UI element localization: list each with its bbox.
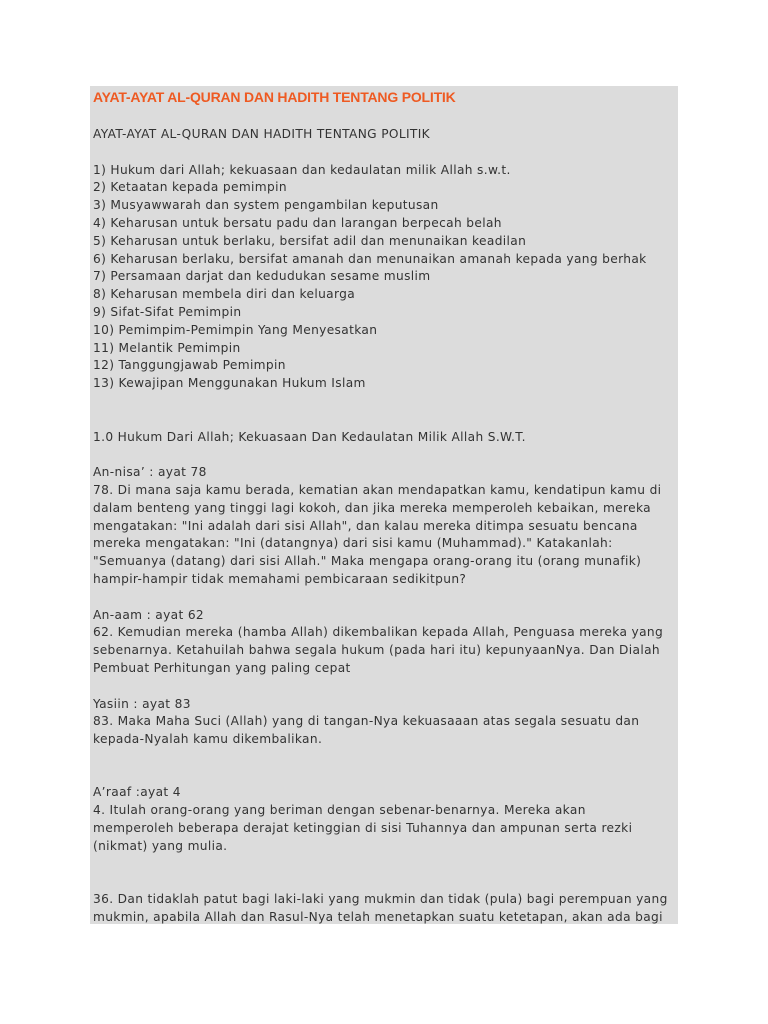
verse-reference: A’raaf :ayat 4 bbox=[93, 785, 181, 800]
list-item: 10) Pemimpim-Pemimpin Yang Menyesatkan bbox=[93, 322, 378, 337]
verse-block bbox=[93, 464, 678, 589]
document-title: AYAT-AYAT AL-QURAN DAN HADITH TENTANG POLITIK bbox=[93, 89, 456, 105]
verse-line: 36. Dan tidaklah patut bagi laki-laki yang mukmin dan tidak (pula) bagi perempuan yang bbox=[93, 892, 668, 907]
verse-line: hampir-hampir tidak memahami pembicaraan sedikitpun? bbox=[93, 571, 467, 586]
list-item: 8) Keharusan membela diri dan keluarga bbox=[93, 287, 356, 302]
list-item: 5) Keharusan untuk berlaku, bersifat adil dan menunaikan keadilan bbox=[93, 233, 527, 248]
verse-line: sebenarnya. Ketahuilah bahwa segala hukum (pada hari itu) kepunyaanNya. Dan Dialah bbox=[93, 643, 660, 658]
list-item: 12) Tanggungjawab Pemimpin bbox=[93, 358, 286, 373]
list-item: 7) Persamaan darjat dan kedudukan sesame muslim bbox=[93, 269, 431, 284]
document-panel bbox=[90, 86, 678, 924]
verse-block bbox=[93, 607, 678, 678]
list-item: 13) Kewajipan Menggunakan Hukum Islam bbox=[93, 376, 366, 391]
verse-line: 62. Kemudian mereka (hamba Allah) dikembalikan kepada Allah, Penguasa mereka yang bbox=[93, 625, 664, 640]
document-subtitle: AYAT-AYAT AL-QURAN DAN HADITH TENTANG POLITIK bbox=[93, 127, 431, 141]
verse-line: Pembuat Perhitungan yang paling cepat bbox=[93, 660, 351, 675]
verse-line: mengatakan: "Ini adalah dari sisi Allah", dan kalau mereka ditimpa sesuatu bencana bbox=[93, 518, 638, 533]
verse-block bbox=[93, 891, 678, 924]
verse-line: 83. Maka Maha Suci (Allah) yang di tangan-Nya kekuasaaan atas segala sesuatu dan bbox=[93, 714, 640, 729]
verse-reference: Yasiin : ayat 83 bbox=[93, 696, 191, 711]
verse-block bbox=[93, 696, 678, 749]
verse-line: (nikmat) yang mulia. bbox=[93, 838, 228, 853]
verse-line: 78. Di mana saja kamu berada, kematian akan mendapatkan kamu, kendatipun kamu di bbox=[93, 482, 662, 497]
verse-reference: An-nisa’ : ayat 78 bbox=[93, 465, 207, 480]
list-item: 6) Keharusan berlaku, bersifat amanah dan menunaikan amanah kepada yang berhak bbox=[93, 251, 647, 266]
topic-list bbox=[93, 162, 678, 393]
document-content bbox=[90, 86, 678, 924]
verse-line: memperoleh beberapa derajat ketinggian di sisi Tuhannya dan ampunan serta rezki bbox=[93, 821, 633, 836]
list-item: 2) Ketaatan kepada pemimpin bbox=[93, 180, 287, 195]
list-item: 11) Melantik Pemimpin bbox=[93, 340, 241, 355]
verse-block bbox=[93, 784, 678, 855]
list-item: 1) Hukum dari Allah; kekuasaan dan kedaulatan milik Allah s.w.t. bbox=[93, 162, 511, 177]
verse-line: 4. Itulah orang-orang yang beriman dengan sebenar-benarnya. Mereka akan bbox=[93, 803, 586, 818]
verse-line: dalam benteng yang tinggi lagi kokoh, dan jika mereka memperoleh kebaikan, mereka bbox=[93, 500, 651, 515]
verse-reference: An-aam : ayat 62 bbox=[93, 607, 205, 622]
list-item: 9) Sifat-Sifat Pemimpin bbox=[93, 304, 242, 319]
list-item: 3) Musyawwarah dan system pengambilan keputusan bbox=[93, 198, 439, 213]
verse-line: mereka mengatakan: "Ini (datangnya) dari sisi kamu (Muhammad)." Katakanlah: bbox=[93, 536, 613, 551]
verse-line: "Semuanya (datang) dari sisi Allah." Maka mengapa orang-orang itu (orang munafik) bbox=[93, 554, 642, 569]
section-title: 1.0 Hukum Dari Allah; Kekuasaan Dan Kedaulatan Milik Allah S.W.T. bbox=[93, 429, 526, 444]
list-item: 4) Keharusan untuk bersatu padu dan larangan berpecah belah bbox=[93, 215, 502, 230]
verse-line: mukmin, apabila Allah dan Rasul-Nya telah menetapkan suatu ketetapan, akan ada bagi bbox=[93, 910, 663, 924]
verse-line: kepada-Nyalah kamu dikembalikan. bbox=[93, 732, 323, 747]
